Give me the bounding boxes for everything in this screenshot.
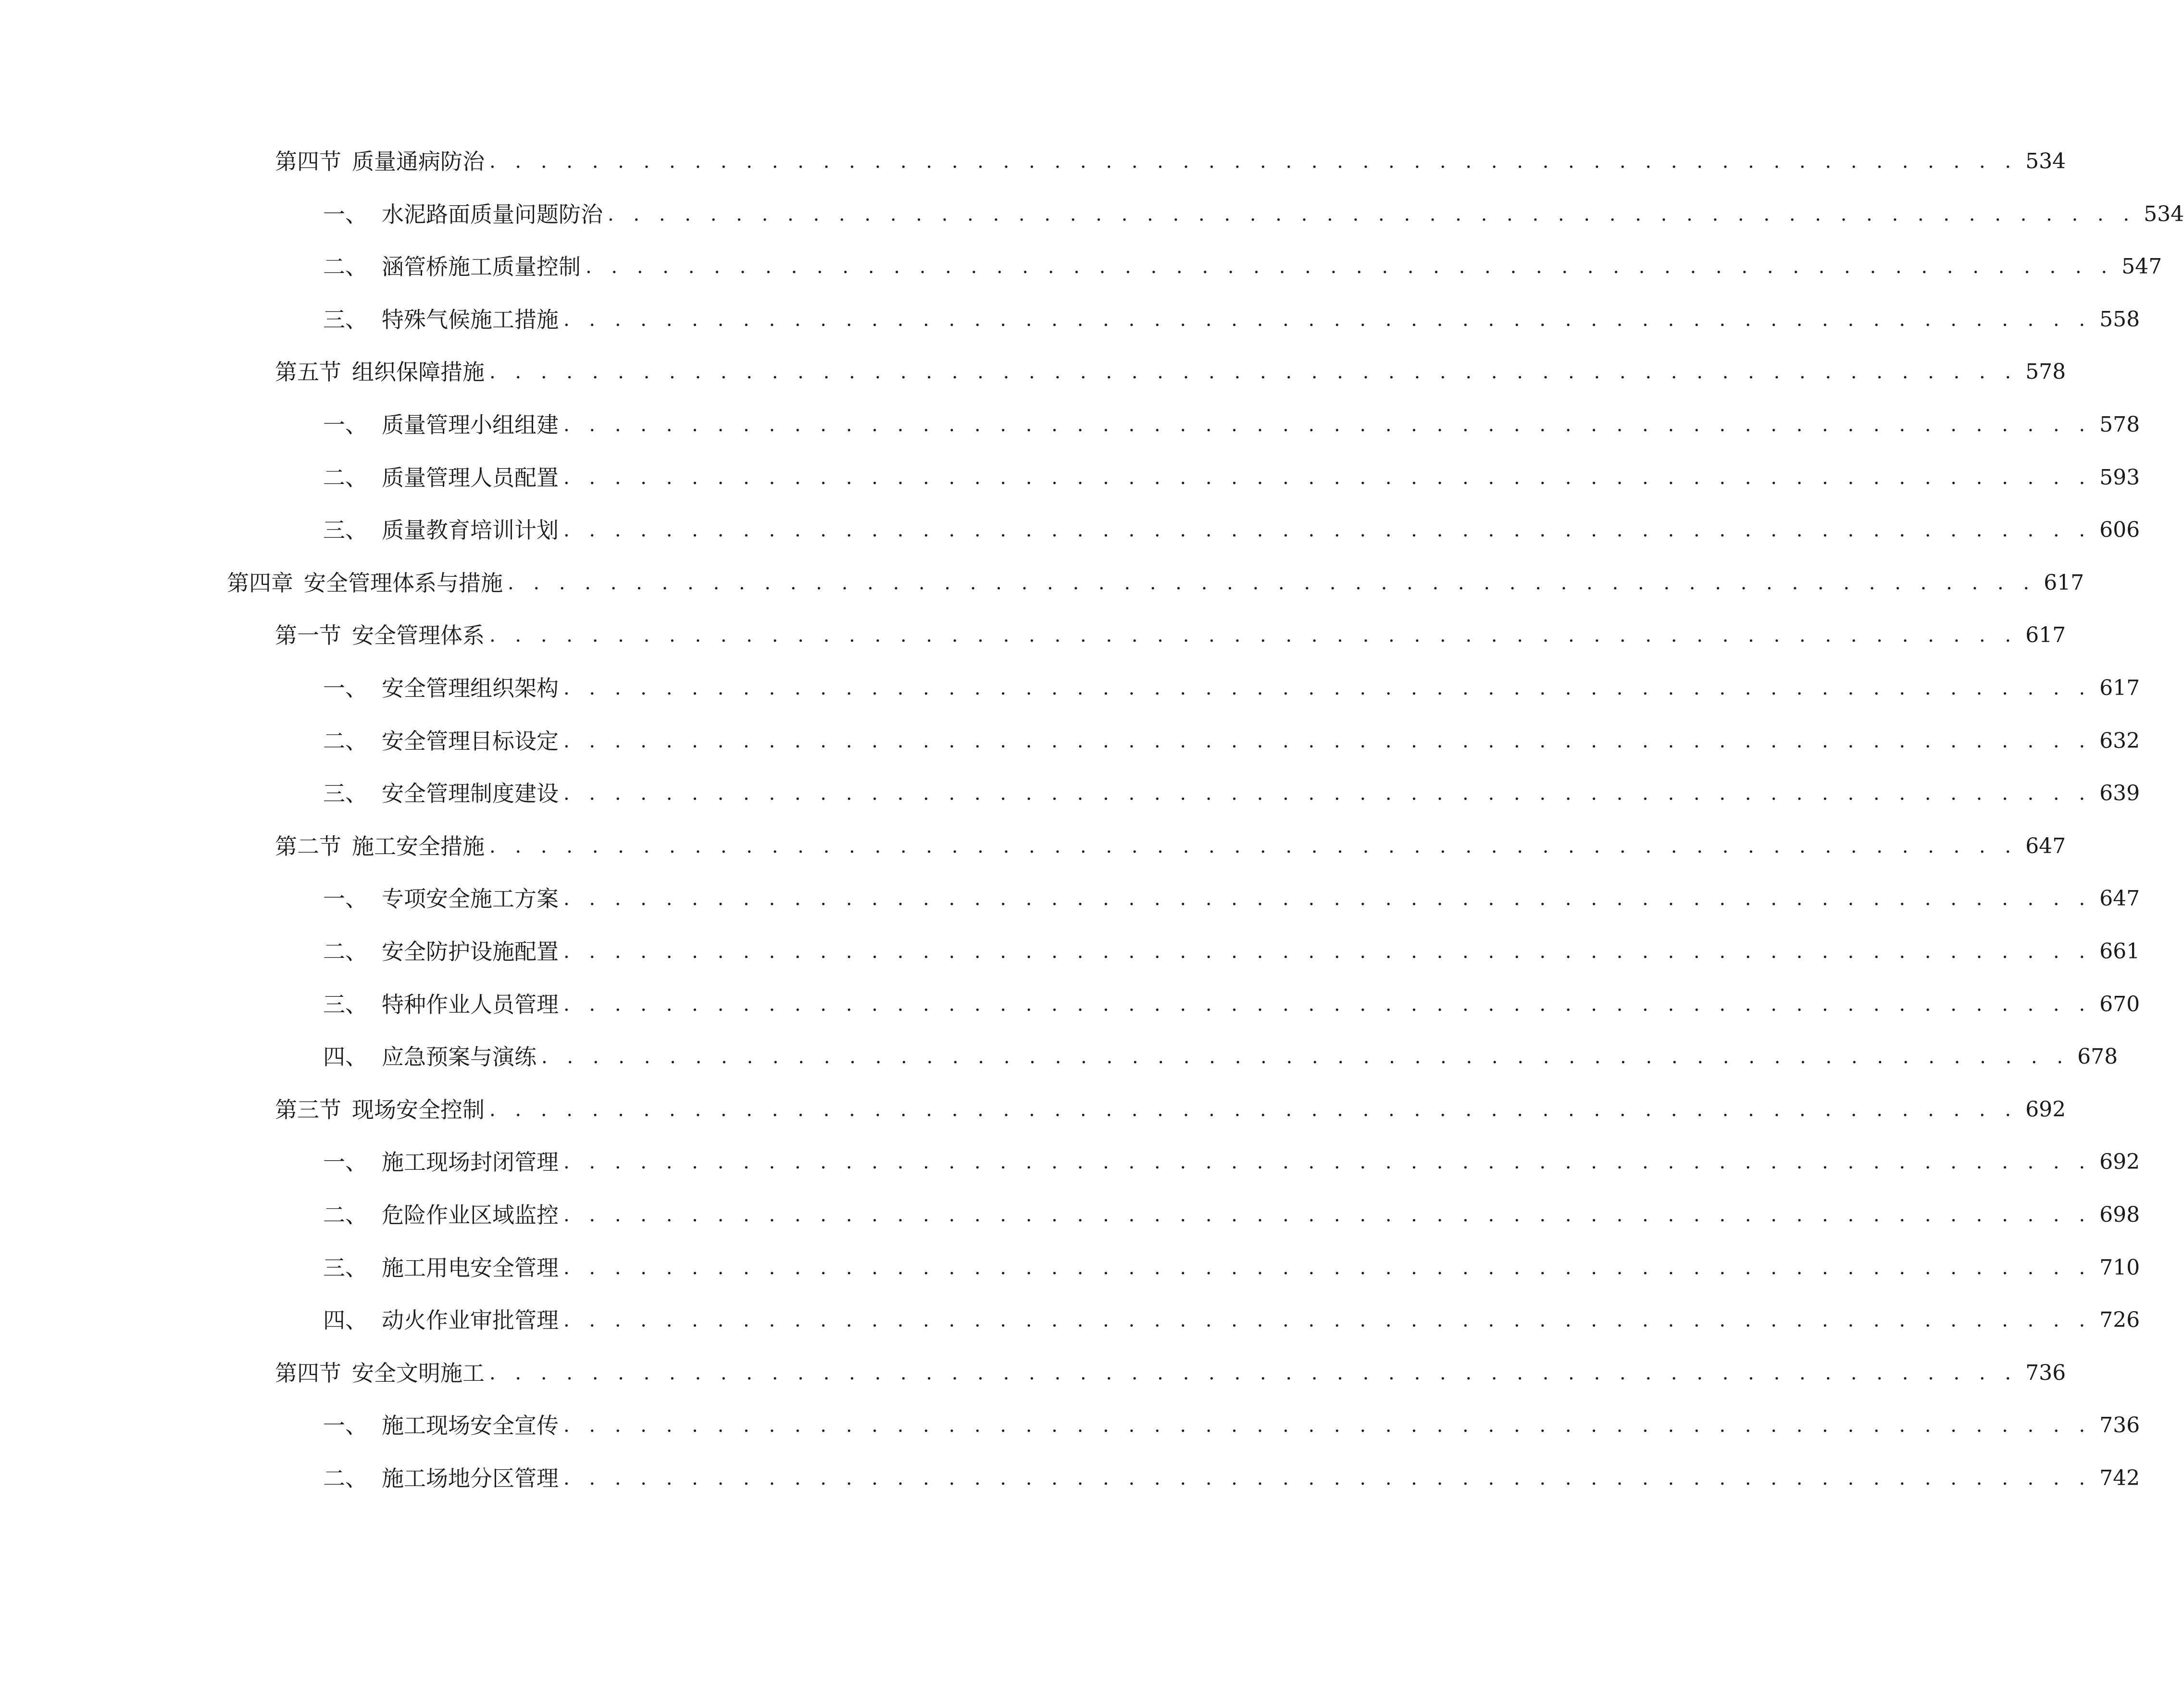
toc-item-row[interactable] (323, 722, 2140, 760)
toc-item-row[interactable] (323, 1406, 2140, 1445)
toc-entry-number: 一、 (323, 1413, 367, 1439)
toc-entry-title: 施工现场安全宣传 (382, 1413, 559, 1439)
toc-page-number: 742 (2099, 1466, 2140, 1490)
toc-page-number: 692 (2099, 1150, 2140, 1175)
toc-page-number: 647 (2025, 833, 2066, 858)
dot-leader: . . . . . . . . . . . . . . . . . . . . . . . . . . . . . . . . . . . . . . . . . . . . . . . . . . . . . . . . . . . . (489, 624, 2018, 647)
toc-page-number: 593 (2099, 465, 2140, 490)
toc-item-row[interactable] (323, 1143, 2140, 1181)
dot-leader: . . . . . . . . . . . . . . . . . . . . . . . . . . . . . . . . . . . . . . . . . . . . . . . . . . . . . . . . . . . . (489, 361, 2018, 384)
toc-entry-number: 第四章 (227, 570, 293, 596)
toc-entry-title: 质量管理小组组建 (382, 412, 559, 438)
dot-leader: . . . . . . . . . . . . . . . . . . . . . . . . . . . . . . . . . . . . . . . . . . . . . . . . . . . . . . . . . . . . (608, 203, 2136, 225)
dot-leader: . . . . . . . . . . . . . . . . . . . . . . . . . . . . . . . . . . . . . . . . . . . . . . . . . . . . . . . . . . . . (563, 1467, 2092, 1489)
dot-leader: . . . . . . . . . . . . . . . . . . . . . . . . . . . . . . . . . . . . . . . . . . . . . . . . . . . . . . . . . . . . (563, 782, 2092, 805)
toc-page-number: 736 (2099, 1413, 2140, 1438)
toc-page-number: 726 (2099, 1308, 2140, 1333)
toc-item-row[interactable] (323, 406, 2140, 444)
toc-entry-number: 二、 (323, 254, 367, 280)
toc-section-row[interactable] (275, 353, 2066, 391)
toc-entry-title: 动火作业审批管理 (382, 1307, 559, 1334)
dot-leader: . . . . . . . . . . . . . . . . . . . . . . . . . . . . . . . . . . . . . . . . . . . . . . . . . . . . . . . . . . . . (563, 677, 2092, 699)
toc-entry-number: 第二节 (275, 833, 341, 859)
toc-entry-number: 三、 (323, 1254, 367, 1281)
dot-leader: . . . . . . . . . . . . . . . . . . . . . . . . . . . . . . . . . . . . . . . . . . . . . . . . . . . . . . . . . . . . (563, 730, 2092, 752)
toc-page-number: 617 (2044, 570, 2084, 595)
toc-page-number: 617 (2099, 676, 2140, 700)
toc-entry-number: 四、 (323, 1044, 367, 1070)
toc-page-number: 534 (2144, 201, 2184, 226)
toc-entry-number: 二、 (323, 464, 367, 491)
toc-item-row[interactable] (323, 932, 2140, 971)
dot-leader: . . . . . . . . . . . . . . . . . . . . . . . . . . . . . . . . . . . . . . . . . . . . . . . . . . . . . . . . . . . . (563, 414, 2092, 436)
toc-entry-title: 现场安全控制 (352, 1096, 485, 1123)
toc-page-number: 632 (2099, 728, 2140, 753)
dot-leader: . . . . . . . . . . . . . . . . . . . . . . . . . . . . . . . . . . . . . . . . . . . . . . . . . . . . . . . . . . . . (563, 993, 2092, 1016)
toc-entry-number: 第一节 (275, 622, 341, 649)
toc-entry-title: 质量教育培训计划 (382, 517, 559, 544)
toc-item-row[interactable] (323, 1301, 2140, 1339)
dot-leader: . . . . . . . . . . . . . . . . . . . . . . . . . . . . . . . . . . . . . . . . . . . . . . . . . . . . . . . . . . . . (563, 1309, 2092, 1332)
dot-leader: . . . . . . . . . . . . . . . . . . . . . . . . . . . . . . . . . . . . . . . . . . . . . . . . . . . . . . . . . . . . (489, 1362, 2018, 1384)
toc-entry-number: 第四节 (275, 1360, 341, 1386)
toc-entry-number: 一、 (323, 675, 367, 701)
toc-section-row[interactable] (275, 1354, 2066, 1392)
toc-item-row[interactable] (323, 1038, 2118, 1076)
toc-page-number: 558 (2099, 307, 2140, 332)
dot-leader: . . . . . . . . . . . . . . . . . . . . . . . . . . . . . . . . . . . . . . . . . . . . . . . . . . . . . . . . . . . . (586, 256, 2114, 278)
dot-leader: . . . . . . . . . . . . . . . . . . . . . . . . . . . . . . . . . . . . . . . . . . . . . . . . . . . . . . . . . . . . (563, 888, 2092, 910)
toc-entry-title: 安全管理制度建设 (382, 781, 559, 807)
toc-entry-number: 二、 (323, 1465, 367, 1491)
dot-leader: . . . . . . . . . . . . . . . . . . . . . . . . . . . . . . . . . . . . . . . . . . . . . . . . . . . . . . . . . . . . (489, 835, 2018, 857)
toc-entry-number: 一、 (323, 412, 367, 438)
toc-item-row[interactable] (323, 195, 2184, 234)
toc-page-number: 606 (2099, 518, 2140, 543)
toc-entry-title: 安全管理目标设定 (382, 728, 559, 754)
toc-item-row[interactable] (323, 248, 2162, 286)
toc-section-row[interactable] (275, 1091, 2066, 1129)
toc-entry-title: 特种作业人员管理 (382, 991, 559, 1017)
toc-page-number: 578 (2099, 412, 2140, 437)
toc-entry-number: 四、 (323, 1307, 367, 1334)
toc-page-number: 698 (2099, 1203, 2140, 1227)
toc-entry-number: 二、 (323, 939, 367, 965)
toc-entry-number: 第三节 (275, 1096, 341, 1123)
toc-item-row[interactable] (323, 1249, 2140, 1287)
toc-page-number: 678 (2077, 1044, 2118, 1069)
dot-leader: . . . . . . . . . . . . . . . . . . . . . . . . . . . . . . . . . . . . . . . . . . . . . . . . . . . . . . . . . . . . (508, 571, 2036, 594)
dot-leader: . . . . . . . . . . . . . . . . . . . . . . . . . . . . . . . . . . . . . . . . . . . . . . . . . . . . . . . . . . . . (563, 941, 2092, 963)
toc-item-row[interactable] (323, 669, 2140, 707)
toc-entry-title: 特殊气候施工措施 (382, 306, 559, 333)
toc-item-row[interactable] (323, 1459, 2140, 1498)
toc-entry-title: 安全管理体系 (352, 622, 485, 649)
toc-entry-number: 二、 (323, 728, 367, 754)
toc-entry-title: 施工现场封闭管理 (382, 1149, 559, 1176)
toc-item-row[interactable] (323, 880, 2140, 918)
toc-page-number: 639 (2099, 781, 2140, 806)
dot-leader: . . . . . . . . . . . . . . . . . . . . . . . . . . . . . . . . . . . . . . . . . . . . . . . . . . . . . . . . . . . . (489, 1098, 2018, 1121)
dot-leader: . . . . . . . . . . . . . . . . . . . . . . . . . . . . . . . . . . . . . . . . . . . . . . . . . . . . . . . . . . . . (563, 519, 2092, 542)
toc-page-number: 547 (2122, 254, 2162, 279)
toc-entry-title: 安全管理体系与措施 (304, 570, 503, 596)
toc-entry-title: 施工安全措施 (352, 833, 485, 859)
toc-entry-title: 安全管理组织架构 (382, 675, 559, 701)
dot-leader: . . . . . . . . . . . . . . . . . . . . . . . . . . . . . . . . . . . . . . . . . . . . . . . . . . . . . . . . . . . . (563, 1256, 2092, 1279)
toc-item-row[interactable] (323, 300, 2140, 339)
toc-entry-title: 危险作业区域监控 (382, 1202, 559, 1228)
toc-page-number: 647 (2099, 886, 2140, 911)
toc-chapter-row[interactable] (227, 564, 2084, 602)
toc-item-row[interactable] (323, 511, 2140, 549)
dot-leader: . . . . . . . . . . . . . . . . . . . . . . . . . . . . . . . . . . . . . . . . . . . . . . . . . . . . . . . . . . . . (563, 1151, 2092, 1174)
toc-entry-title: 涵管桥施工质量控制 (382, 254, 581, 280)
dot-leader: . . . . . . . . . . . . . . . . . . . . . . . . . . . . . . . . . . . . . . . . . . . . . . . . . . . . . . . . . . . . (563, 1414, 2092, 1437)
toc-section-row[interactable] (275, 142, 2066, 181)
toc-entry-title: 安全文明施工 (352, 1360, 485, 1386)
toc-entry-number: 三、 (323, 306, 367, 333)
toc-section-row[interactable] (275, 616, 2066, 655)
toc-entry-title: 安全防护设施配置 (382, 939, 559, 965)
toc-item-row[interactable] (323, 1196, 2140, 1234)
toc-page-number: 736 (2025, 1360, 2066, 1385)
toc-entry-title: 质量管理人员配置 (382, 464, 559, 491)
toc-entry-number: 第五节 (275, 359, 341, 385)
toc-page-number: 710 (2099, 1255, 2140, 1280)
toc-item-row[interactable] (323, 459, 2140, 497)
toc-entry-title: 专项安全施工方案 (382, 886, 559, 912)
toc-page-number: 534 (2025, 149, 2066, 174)
toc-entry-title: 水泥路面质量问题防治 (382, 201, 603, 227)
dot-leader: . . . . . . . . . . . . . . . . . . . . . . . . . . . . . . . . . . . . . . . . . . . . . . . . . . . . . . . . . . . . (541, 1046, 2070, 1068)
dot-leader: . . . . . . . . . . . . . . . . . . . . . . . . . . . . . . . . . . . . . . . . . . . . . . . . . . . . . . . . . . . . (563, 1204, 2092, 1226)
toc-entry-number: 三、 (323, 517, 367, 544)
toc-entry-number: 第四节 (275, 149, 341, 174)
toc-entry-number: 一、 (323, 1149, 367, 1176)
toc-page-number: 670 (2099, 992, 2140, 1017)
toc-entry-number: 一、 (323, 886, 367, 912)
toc-item-row[interactable] (323, 985, 2140, 1024)
toc-entry-number: 三、 (323, 781, 367, 807)
dot-leader: . . . . . . . . . . . . . . . . . . . . . . . . . . . . . . . . . . . . . . . . . . . . . . . . . . . . . . . . . . . . (563, 466, 2092, 489)
dot-leader: . . . . . . . . . . . . . . . . . . . . . . . . . . . . . . . . . . . . . . . . . . . . . . . . . . . . . . . . . . . . (563, 308, 2092, 331)
toc-page-number: 692 (2025, 1097, 2066, 1122)
toc-page-number: 578 (2025, 360, 2066, 384)
toc-entry-title: 质量通病防治 (352, 149, 485, 174)
toc-section-row[interactable] (275, 827, 2066, 866)
toc-entry-number: 二、 (323, 1202, 367, 1228)
toc-entry-title: 应急预案与演练 (382, 1044, 537, 1070)
toc-entry-title: 施工场地分区管理 (382, 1465, 559, 1491)
toc-entry-title: 施工用电安全管理 (382, 1254, 559, 1281)
toc-page-number: 661 (2099, 939, 2140, 964)
toc-page-number: 617 (2025, 623, 2066, 648)
toc-item-row[interactable] (323, 774, 2140, 813)
dot-leader: . . . . . . . . . . . . . . . . . . . . . . . . . . . . . . . . . . . . . . . . . . . . . . . . . . . . . . . . . . . . (489, 150, 2018, 173)
toc-entry-title: 组织保障措施 (352, 359, 485, 385)
toc-entry-number: 一、 (323, 201, 367, 227)
toc-entry-number: 三、 (323, 991, 367, 1017)
